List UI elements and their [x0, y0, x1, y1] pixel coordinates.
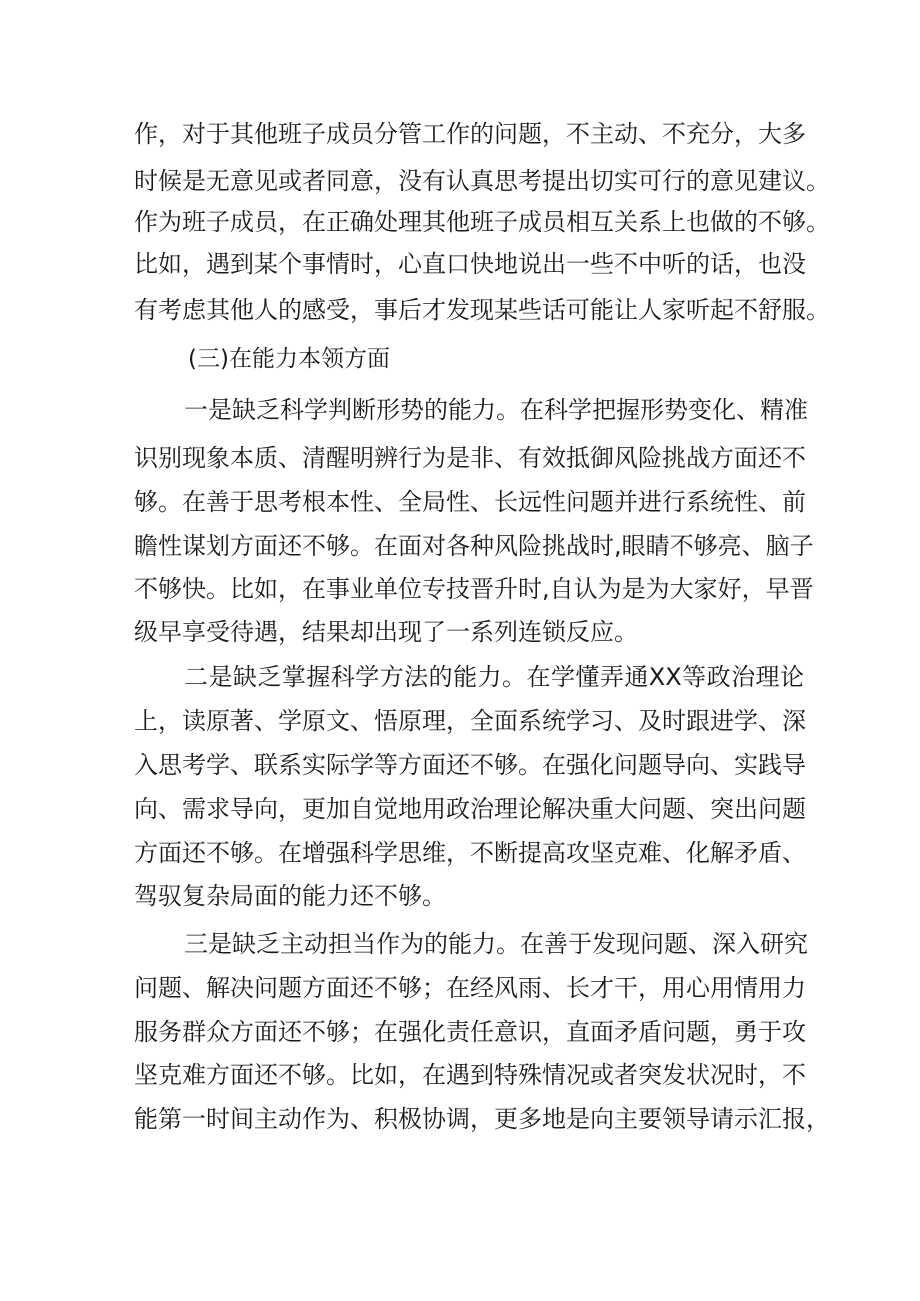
- paragraph-1-line-2: 时候是无意见或者同意，没有认真思考提出切实可行的意见建议。: [134, 167, 830, 195]
- paragraph-3-line-1: 二是缺乏掌握科学方法的能力。在学懂弄通XX等政治理论: [184, 663, 804, 691]
- paragraph-4-line-5: 能第一时间主动作为、积极协调，更多地是向主要领导请示汇报，: [134, 1105, 830, 1133]
- paragraph-3-line-2: 上，读原著、学原文、悟原理，全面系统学习、及时跟进学、深: [134, 707, 806, 735]
- paragraph-1-line-1: 作，对于其他班子成员分管工作的问题，不主动、不充分，大多: [134, 120, 806, 148]
- paragraph-2-line-4: 瞻性谋划方面还不够。在面对各种风险挑战时,眼睛不够亮、脑子: [134, 532, 814, 560]
- paragraph-4-line-2: 问题、解决问题方面还不够；在经风雨、长才干，用心用情用力: [134, 974, 806, 1002]
- paragraph-3-line-4: 向、需求导向，更加自觉地用政治理论解决重大问题、突出问题: [134, 795, 806, 823]
- paragraph-2-line-5: 不够快。比如，在事业单位专技晋升时,自认为是为大家好，早晋: [134, 575, 814, 603]
- paragraph-4-line-3: 服务群众方面还不够；在强化责任意识，直面矛盾问题，勇于攻: [134, 1018, 806, 1046]
- paragraph-3-line-6: 驾驭复杂局面的能力还不够。: [134, 882, 446, 910]
- paragraph-1-line-5: 有考虑其他人的感受，事后才发现某些话可能让人家听起不舒服。: [134, 296, 830, 324]
- paragraph-1-line-4: 比如，遇到某个事情时，心直口快地说出一些不中听的话，也没: [134, 250, 806, 278]
- paragraph-1-line-3: 作为班子成员，在正确处理其他班子成员相互关系上也做的不够。: [134, 208, 830, 236]
- paragraph-3-line-5: 方面还不够。在增强科学思维，不断提高攻坚克难、化解矛盾、: [134, 839, 806, 867]
- paragraph-2-line-2: 识别现象本质、清醒明辨行为是非、有效抵御风险挑战方面还不: [134, 444, 806, 472]
- paragraph-4-line-4: 坚克难方面还不够。比如，在遇到特殊情况或者突发状况时，不: [134, 1061, 806, 1089]
- paragraph-2-line-6: 级早享受待遇，结果却出现了一系列连锁反应。: [134, 618, 638, 646]
- paragraph-3-line-3: 入思考学、联系实际学等方面还不够。在强化问题导向、实践导: [134, 751, 806, 779]
- section-heading: (三)在能力本领方面: [188, 346, 390, 372]
- paragraph-2-line-1: 一是缺乏科学判断形势的能力。在科学把握形势变化、精准: [184, 396, 808, 424]
- paragraph-4-line-1: 三是缺乏主动担当作为的能力。在善于发现问题、深入研究: [184, 930, 808, 958]
- paragraph-2-line-3: 够。在善于思考根本性、全局性、长远性问题并进行系统性、前: [134, 488, 806, 516]
